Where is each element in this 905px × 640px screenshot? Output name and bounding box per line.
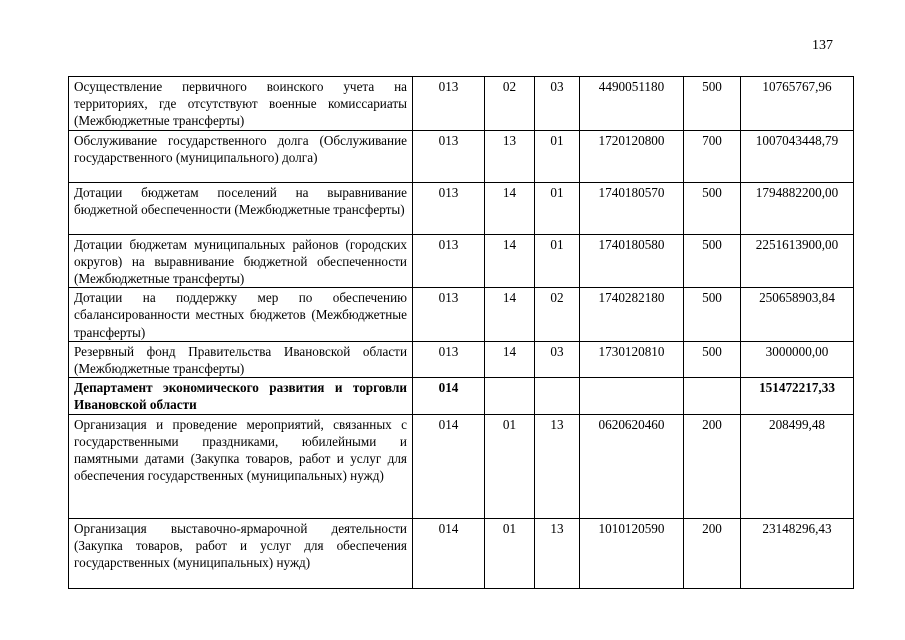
table-row-department bbox=[69, 378, 854, 414]
row-csr: 1740282180 bbox=[580, 288, 684, 342]
row-sum: 1007043448,79 bbox=[741, 130, 854, 182]
row-gr: 013 bbox=[413, 341, 485, 377]
row-vr: 500 bbox=[684, 288, 741, 342]
row-pr: 03 bbox=[535, 77, 580, 131]
row-rz: 14 bbox=[485, 182, 535, 234]
row-rz bbox=[485, 378, 535, 414]
row-name: Резервный фонд Правительства Ивановской области (Межбюджетные трансферты) bbox=[69, 341, 413, 377]
row-sum: 208499,48 bbox=[741, 414, 854, 518]
table-row bbox=[69, 288, 854, 342]
table-row bbox=[69, 77, 854, 131]
row-csr: 1740180570 bbox=[580, 182, 684, 234]
row-csr: 4490051180 bbox=[580, 77, 684, 131]
budget-table bbox=[68, 76, 854, 589]
row-name: Обслуживание государственного долга (Обслуживание государственного (муниципального) долга) bbox=[69, 130, 413, 182]
row-csr: 1740180580 bbox=[580, 234, 684, 288]
row-name: Осуществление первичного воинского учета на территориях, где отсутствуют военные комиссариаты (Межбюджетные трансферты) bbox=[69, 77, 413, 131]
row-pr: 01 bbox=[535, 130, 580, 182]
row-rz: 13 bbox=[485, 130, 535, 182]
row-sum: 151472217,33 bbox=[741, 378, 854, 414]
row-csr: 1720120800 bbox=[580, 130, 684, 182]
row-rz: 14 bbox=[485, 288, 535, 342]
row-gr: 014 bbox=[413, 414, 485, 518]
row-name: Организация и проведение мероприятий, связанных с государственными праздниками, юбилейными и памятными датами (Закупка товаров, работ и услуг для обеспечения государственных (муниципальных) нужд) bbox=[69, 414, 413, 518]
row-gr: 013 bbox=[413, 77, 485, 131]
row-vr: 200 bbox=[684, 518, 741, 588]
row-sum: 1794882200,00 bbox=[741, 182, 854, 234]
row-gr: 013 bbox=[413, 288, 485, 342]
row-rz: 01 bbox=[485, 518, 535, 588]
row-gr: 014 bbox=[413, 378, 485, 414]
row-rz: 01 bbox=[485, 414, 535, 518]
page-number: 137 bbox=[812, 38, 833, 53]
row-pr: 01 bbox=[535, 234, 580, 288]
row-pr: 02 bbox=[535, 288, 580, 342]
row-csr: 0620620460 bbox=[580, 414, 684, 518]
row-name: Дотации бюджетам поселений на выравнивание бюджетной обеспеченности (Межбюджетные трансферты) bbox=[69, 182, 413, 234]
row-vr bbox=[684, 378, 741, 414]
row-vr: 500 bbox=[684, 182, 741, 234]
row-sum: 23148296,43 bbox=[741, 518, 854, 588]
row-pr: 03 bbox=[535, 341, 580, 377]
row-csr bbox=[580, 378, 684, 414]
row-gr: 013 bbox=[413, 130, 485, 182]
row-pr: 01 bbox=[535, 182, 580, 234]
table-row bbox=[69, 182, 854, 234]
row-vr: 500 bbox=[684, 341, 741, 377]
row-name: Организация выставочно-ярмарочной деятельности (Закупка товаров, работ и услуг для обеспечения государственных (муниципальных) нужд) bbox=[69, 518, 413, 588]
row-rz: 02 bbox=[485, 77, 535, 131]
row-name: Дотации бюджетам муниципальных районов (городских округов) на выравнивание бюджетной обеспеченности (Межбюджетные трансферты) bbox=[69, 234, 413, 288]
table-row bbox=[69, 130, 854, 182]
row-name: Департамент экономического развития и торговли Ивановской области bbox=[69, 378, 413, 414]
row-rz: 14 bbox=[485, 341, 535, 377]
row-pr bbox=[535, 378, 580, 414]
table-row bbox=[69, 341, 854, 377]
row-sum: 10765767,96 bbox=[741, 77, 854, 131]
row-sum: 3000000,00 bbox=[741, 341, 854, 377]
row-gr: 014 bbox=[413, 518, 485, 588]
row-csr: 1730120810 bbox=[580, 341, 684, 377]
row-rz: 14 bbox=[485, 234, 535, 288]
row-csr: 1010120590 bbox=[580, 518, 684, 588]
table-row bbox=[69, 518, 854, 588]
row-vr: 500 bbox=[684, 234, 741, 288]
row-vr: 500 bbox=[684, 77, 741, 131]
row-sum: 2251613900,00 bbox=[741, 234, 854, 288]
table-row bbox=[69, 234, 854, 288]
row-gr: 013 bbox=[413, 234, 485, 288]
row-vr: 200 bbox=[684, 414, 741, 518]
row-vr: 700 bbox=[684, 130, 741, 182]
row-pr: 13 bbox=[535, 518, 580, 588]
row-name: Дотации на поддержку мер по обеспечению сбалансированности местных бюджетов (Межбюджетные трансферты) bbox=[69, 288, 413, 342]
row-sum: 250658903,84 bbox=[741, 288, 854, 342]
row-gr: 013 bbox=[413, 182, 485, 234]
table-row bbox=[69, 414, 854, 518]
row-pr: 13 bbox=[535, 414, 580, 518]
